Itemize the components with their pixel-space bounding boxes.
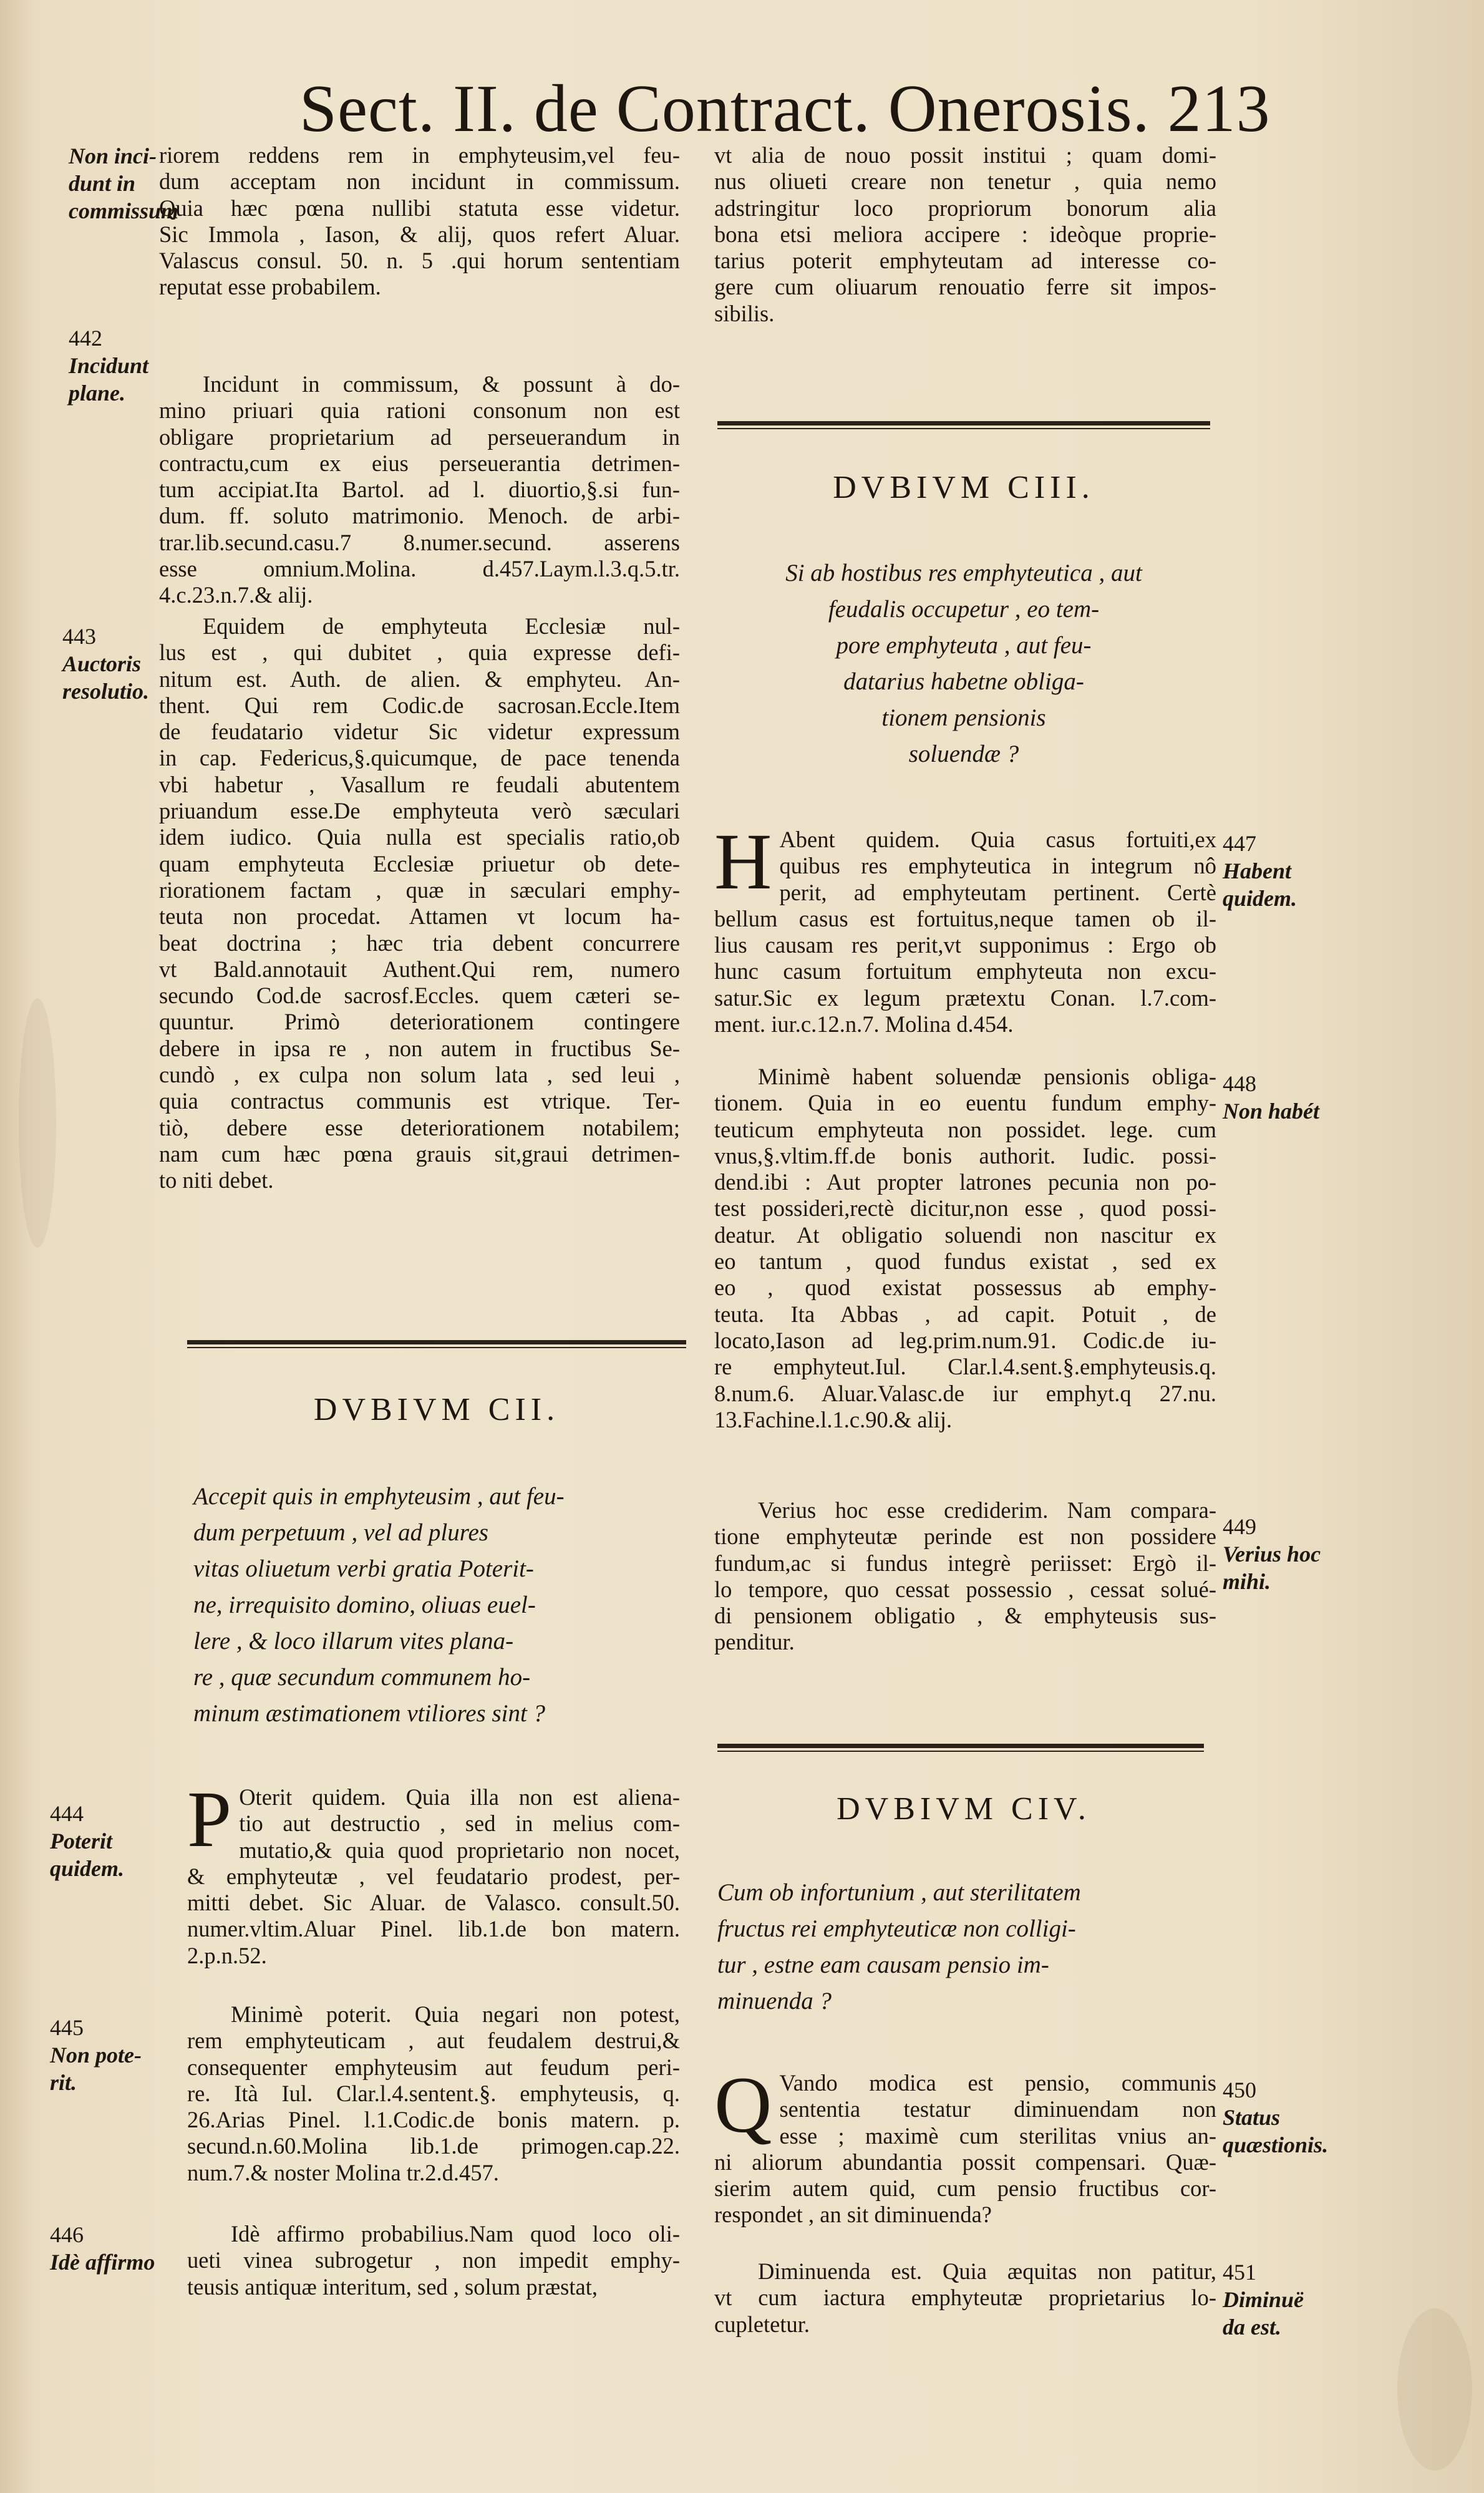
- note-text: Diminuë da est.: [1223, 2287, 1304, 2340]
- text-line: ni aliorum abundantia possit compensari. Quæ-: [714, 2149, 1216, 2175]
- text-line: ment. iur.c.12.n.7. Molina d.454.: [714, 1011, 1014, 1038]
- margin-note-442: [69, 324, 181, 407]
- note-number: 451: [1223, 2260, 1256, 2285]
- margin-note-non-incidunt: [69, 142, 181, 225]
- text-line: Sic Immola , Iason, & alij, quos refert Aluar.: [159, 221, 680, 247]
- text-line: bona etsi meliora accipere : ideòque proprie-: [714, 221, 1216, 247]
- note-text: Habent quidem.: [1223, 858, 1297, 911]
- text-line: quuntur. Primò deteriorationem contingere: [159, 1009, 680, 1035]
- text-line: vt cum iactura emphyteutæ proprietarius lo-: [714, 2285, 1216, 2311]
- question-line: fructus rei emphyteuticæ non colligi-: [717, 1915, 1076, 1942]
- text-line: cundò , ex culpa non solum lata , sed leui ,: [159, 1062, 680, 1088]
- text-line: mino priuari quia rationi consonum non est: [159, 397, 680, 424]
- section-rule: [717, 1744, 1204, 1748]
- question-line: Si ab hostibus res emphyteutica , aut: [785, 560, 1142, 586]
- note-number: 450: [1223, 2078, 1256, 2102]
- text-line: rem emphyteuticam , aut feudalem destrui,&: [187, 2028, 680, 2054]
- text-line: Valascus consul. 50. n. 5 .qui horum sententiam: [159, 248, 680, 274]
- text-line: dum acceptam non incidunt in commissum.: [159, 168, 680, 195]
- section-rule: [187, 1340, 686, 1344]
- text-line: gere cum oliuarum renouatio ferre sit impos-: [714, 274, 1216, 300]
- text-line: teuticum emphyteuta non possidet. lege. cum: [714, 1116, 1216, 1142]
- text-line: di pensionem obligatio , & emphyteusis sus-: [714, 1603, 1216, 1629]
- text-line: Minimè habent soluendæ pensionis obliga-: [758, 1064, 1216, 1089]
- right-para-5: [714, 2061, 1216, 2228]
- text-line: priuandum esse.De emphyteuta verò sæculari: [159, 798, 680, 824]
- question-cii: [193, 1479, 680, 1732]
- margin-note-449: [1223, 1513, 1347, 1595]
- text-line: lius causam res perit,vt supponimus : Ergo ob: [714, 932, 1216, 958]
- text-line: hunc casum fortuitum emphyteuta non excu-: [714, 958, 1216, 984]
- left-para-1: [159, 142, 680, 301]
- text-line: tionem. Quia in eo euentu fundum emphy-: [714, 1090, 1216, 1116]
- text-line: tione emphyteutæ perinde est non possidere: [714, 1524, 1216, 1550]
- text-line: Diminuenda est. Quia æquitas non patitur,: [758, 2258, 1216, 2284]
- right-para-3: [714, 1064, 1216, 1433]
- margin-note-445: [50, 2014, 181, 2096]
- text-line: lus est , qui dubitet , quia expresse defi-: [159, 639, 680, 666]
- right-para-2: [714, 817, 1216, 1038]
- note-text: Non habét: [1223, 1099, 1320, 1124]
- text-line: vbi habetur , Vasallum re feudali abutentem: [159, 771, 680, 797]
- text-line: eo tantum , quod fundus existat , sed ex: [714, 1248, 1216, 1275]
- text-line: cupletetur.: [714, 2311, 810, 2337]
- left-para-2: [159, 371, 680, 609]
- text-line: mitti debet. Sic Aluar. de Valasco. consult.50.: [187, 1890, 680, 1916]
- text-line: mutatio,& quia quod proprietario non nocet,: [239, 1837, 680, 1863]
- running-header: Sect. II. de Contract. Onerosis. 213: [299, 72, 1271, 146]
- margin-note-446: [50, 2221, 187, 2276]
- text-line: satur.Sic ex legum prætextu Conan. l.7.com-: [714, 984, 1216, 1011]
- text-line: thent. Qui rem Codic.de sacrosan.Eccle.Item: [159, 692, 680, 718]
- right-para-1: [714, 142, 1216, 327]
- note-text: Incidunt plane.: [69, 353, 149, 406]
- left-para-6: [187, 2221, 680, 2300]
- question-line: tur , estne eam causam pensio im-: [717, 1951, 1049, 1978]
- left-para-5: [187, 2001, 680, 2186]
- drop-cap: Q: [714, 2061, 772, 2149]
- text-line: teusis antiquæ interitum, sed , solum præstat,: [187, 2273, 598, 2300]
- text-line: sibilis.: [714, 300, 775, 326]
- text-line: tarius poterit emphyteutam ad interesse co-: [714, 248, 1216, 274]
- note-text: Poterit quidem.: [50, 1829, 125, 1881]
- text-line: riorationem factam , quæ in sæculari emphy-: [159, 877, 680, 903]
- text-line: obligare proprietarium ad perseuerandum in: [159, 424, 680, 450]
- text-line: tio aut destructio , sed in melius com-: [239, 1810, 680, 1837]
- text-line: esse omnium.Molina. d.457.Laym.l.3.q.5.tr.: [159, 556, 680, 582]
- note-number: 445: [50, 2015, 84, 2040]
- section-rule: [717, 421, 1210, 425]
- text-line: respondet , an sit diminuenda?: [714, 2202, 992, 2228]
- question-line: feudalis occupetur , eo tem-: [828, 596, 1100, 623]
- text-line: Verius hoc esse crediderim. Nam compara-: [758, 1497, 1216, 1523]
- note-text: Verius hoc mihi.: [1223, 1542, 1321, 1594]
- margin-note-444: [50, 1800, 181, 1882]
- note-number: 443: [62, 624, 96, 649]
- question-line: ne, irrequisito domino, oliuas euel-: [193, 1592, 536, 1618]
- text-line: Equidem de emphyteuta Ecclesiæ nul-: [203, 613, 680, 639]
- text-line: Vando modica est pensio, communis: [779, 2070, 1216, 2096]
- text-line: Oterit quidem. Quia illa non est aliena-: [239, 1784, 680, 1810]
- text-line: tiò, debere esse deteriorationem notabilem;: [159, 1114, 680, 1140]
- text-line: beat doctrina ; hæc tria debent concurrere: [159, 930, 680, 956]
- note-number: 448: [1223, 1071, 1256, 1096]
- text-line: 26.Arias Pinel. l.1.Codic.de bonis matern. p.: [187, 2107, 680, 2133]
- text-line: contractu,cum ex eius perseuerantia detrimen-: [159, 450, 680, 476]
- stain: [1397, 2308, 1472, 2471]
- text-line: idem iudico. Quia nulla est specialis ratio,ob: [159, 824, 680, 850]
- question-ciii: [717, 555, 1210, 772]
- margin-note-447: [1223, 830, 1347, 912]
- text-line: penditur.: [714, 1629, 795, 1655]
- text-line: sierim autem quid, cum pensio fructibus cor-: [714, 2175, 1216, 2202]
- text-line: teuta. Ita Abbas , ad capit. Potuit , de: [714, 1301, 1216, 1327]
- question-line: re , quæ secundum communem ho-: [193, 1664, 531, 1691]
- text-line: secundo Cod.de sacrosf.Eccles. quem cæteri se-: [159, 983, 680, 1009]
- dubium-title-cii: DVBIVM CII.: [313, 1392, 560, 1427]
- question-civ: [717, 1875, 1216, 2019]
- note-number: 446: [50, 2222, 84, 2247]
- note-number: 444: [50, 1801, 84, 1826]
- left-para-4: [187, 1775, 680, 1969]
- drop-cap: H: [714, 817, 772, 906]
- text-line: secund.n.60.Molina lib.1.de primogen.cap.22.: [187, 2133, 680, 2159]
- text-line: deatur. At obligatio soluendi non nascitur ex: [714, 1222, 1216, 1248]
- right-para-6: [714, 2258, 1216, 2338]
- question-line: tionem pensionis: [881, 704, 1046, 731]
- margin-note-450: [1223, 2076, 1347, 2159]
- text-line: debere in ipsa re , non autem in fructibus Se-: [159, 1035, 680, 1061]
- question-line: minum æstimationem vtiliores sint ?: [193, 1700, 546, 1727]
- left-para-3: [159, 613, 680, 1194]
- question-line: vitas oliuetum verbi gratia Poterit-: [193, 1555, 534, 1582]
- text-line: Minimè poterit. Quia negari non potest,: [231, 2001, 680, 2027]
- note-text: Non inci- dunt in commissum: [69, 143, 179, 223]
- text-line: riorem reddens rem in emphyteusim,vel feu-: [159, 142, 680, 168]
- text-line: trar.lib.secund.casu.7 8.numer.secund. asserens: [159, 529, 680, 555]
- margin-note-448: [1223, 1070, 1347, 1125]
- text-line: consequenter emphyteusim aut feudum peri-: [187, 2054, 680, 2080]
- note-text: Status quæstionis.: [1223, 2105, 1329, 2157]
- note-text: Idè affirmo: [50, 2250, 155, 2275]
- text-line: dend.ibi : Aut propter latrones pecunia non po-: [714, 1169, 1216, 1195]
- text-line: esse ; maximè cum sterilitas vnius an-: [779, 2122, 1216, 2149]
- text-line: bellum casus est fortuitus,neque tamen ob il-: [714, 905, 1216, 931]
- dubium-title-civ: DVBIVM CIV.: [837, 1791, 1091, 1827]
- right-para-4: [714, 1497, 1216, 1656]
- note-number: 449: [1223, 1514, 1256, 1539]
- text-line: lo tempore, quo cessat possessio , cessat solué-: [714, 1576, 1216, 1602]
- text-line: nam cum hæc pœna grauis sit,graui detrimen-: [159, 1140, 680, 1167]
- text-line: Idè affirmo probabilius.Nam quod loco oli-: [231, 2221, 680, 2247]
- text-line: 4.c.23.n.7.& alij.: [159, 582, 313, 608]
- note-number: 447: [1223, 831, 1256, 856]
- text-line: fundum,ac si fundus integrè periisset: Ergò il-: [714, 1550, 1216, 1576]
- text-line: re emphyteut.Iul. Clar.l.4.sent.§.emphyteusis.q.: [714, 1354, 1216, 1380]
- margin-note-451: [1223, 2258, 1347, 2341]
- text-line: teuta non procedat. Attamen vt locum ha-: [159, 903, 680, 930]
- note-text: Auctoris resolutio.: [62, 651, 150, 704]
- text-line: nus oliueti creare non tenetur , quia nemo: [714, 168, 1216, 195]
- text-line: quia contractus communis est vtrique. Ter-: [159, 1088, 680, 1114]
- drop-cap: P: [187, 1775, 232, 1864]
- question-line: Cum ob infortunium , aut sterilitatem: [717, 1879, 1081, 1906]
- text-line: 2.p.n.52.: [187, 1942, 267, 1968]
- dubium-title-ciii: DVBIVM CIII.: [833, 470, 1095, 505]
- text-line: tum accipiat.Ita Bartol. ad l. diuortio,§.si fun-: [159, 477, 680, 503]
- text-line: vt Bald.annotauit Authent.Qui rem, numero: [159, 956, 680, 982]
- note-number: 442: [69, 326, 102, 351]
- text-line: num.7.& noster Molina tr.2.d.457.: [187, 2159, 499, 2185]
- question-line: pore emphyteuta , aut feu-: [836, 632, 1092, 659]
- text-line: de feudatario videtur Sic videtur expressum: [159, 719, 680, 745]
- text-line: 13.Fachine.l.1.c.90.& alij.: [714, 1406, 953, 1432]
- text-line: vt alia de nouo possit institui ; quam domi-: [714, 142, 1216, 168]
- note-text: Non pote- rit.: [50, 2043, 142, 2095]
- text-line: in cap. Federicus,§.quicumque, de pace tenenda: [159, 745, 680, 771]
- text-line: 8.num.6. Aluar.Valasc.de iur emphyt.q 27.nu.: [714, 1380, 1216, 1406]
- question-line: lere , & loco illarum vites plana-: [193, 1628, 514, 1655]
- question-line: minuenda ?: [717, 1988, 832, 2014]
- text-line: reputat esse probabilem.: [159, 274, 381, 300]
- text-line: eo , quod existat possessus ab emphy-: [714, 1275, 1216, 1301]
- question-line: dum perpetuum , vel ad plures: [193, 1519, 488, 1546]
- question-line: soluendæ ?: [908, 741, 1019, 767]
- question-line: datarius habetne obliga-: [843, 668, 1084, 695]
- text-line: test possideri,rectè dicitur,non esse , quod possi-: [714, 1195, 1216, 1222]
- question-line: Accepit quis in emphyteusim , aut feu-: [193, 1483, 565, 1510]
- text-line: numer.vltim.Aluar Pinel. lib.1.de bon matern.: [187, 1916, 680, 1942]
- text-line: Quia hæc pœna nullibi statuta esse videtur.: [159, 195, 680, 221]
- margin-note-443: [62, 623, 181, 705]
- text-line: dum. ff. soluto matrimonio. Menoch. de arbi-: [159, 503, 680, 529]
- text-line: ueti vinea subrogetur , non impedit emphy-: [187, 2247, 680, 2273]
- text-line: Incidunt in commissum, & possunt à do-: [203, 371, 680, 397]
- text-line: locato,Iason ad leg.prim.num.91. Codic.de iu-: [714, 1327, 1216, 1353]
- text-line: re. Ità Iul. Clar.l.4.sentent.§. emphyteusis, q.: [187, 2080, 680, 2106]
- text-line: adstringitur loco propriorum bonorum alia: [714, 195, 1216, 221]
- text-line: Abent quidem. Quia casus fortuiti,ex: [779, 827, 1216, 852]
- text-line: & emphyteutæ , vel feudatario prodest, per-: [187, 1863, 680, 1889]
- text-line: to niti debet.: [159, 1167, 274, 1193]
- text-line: vnus,§.vltim.ff.de bonis authorit. Iudic. possi-: [714, 1142, 1216, 1169]
- text-line: nitum est. Auth. de alien. & emphyteu. An-: [159, 666, 680, 692]
- stain: [19, 998, 56, 1248]
- text-line: quam emphyteuta Ecclesiæ priuetur ob dete-: [159, 850, 680, 877]
- text-line: quibus res emphyteutica in integrum nô: [779, 853, 1216, 879]
- text-line: perit, ad emphyteutam pertinent. Certè: [779, 879, 1216, 905]
- text-line: sententia testatur diminuendam non: [779, 2096, 1216, 2122]
